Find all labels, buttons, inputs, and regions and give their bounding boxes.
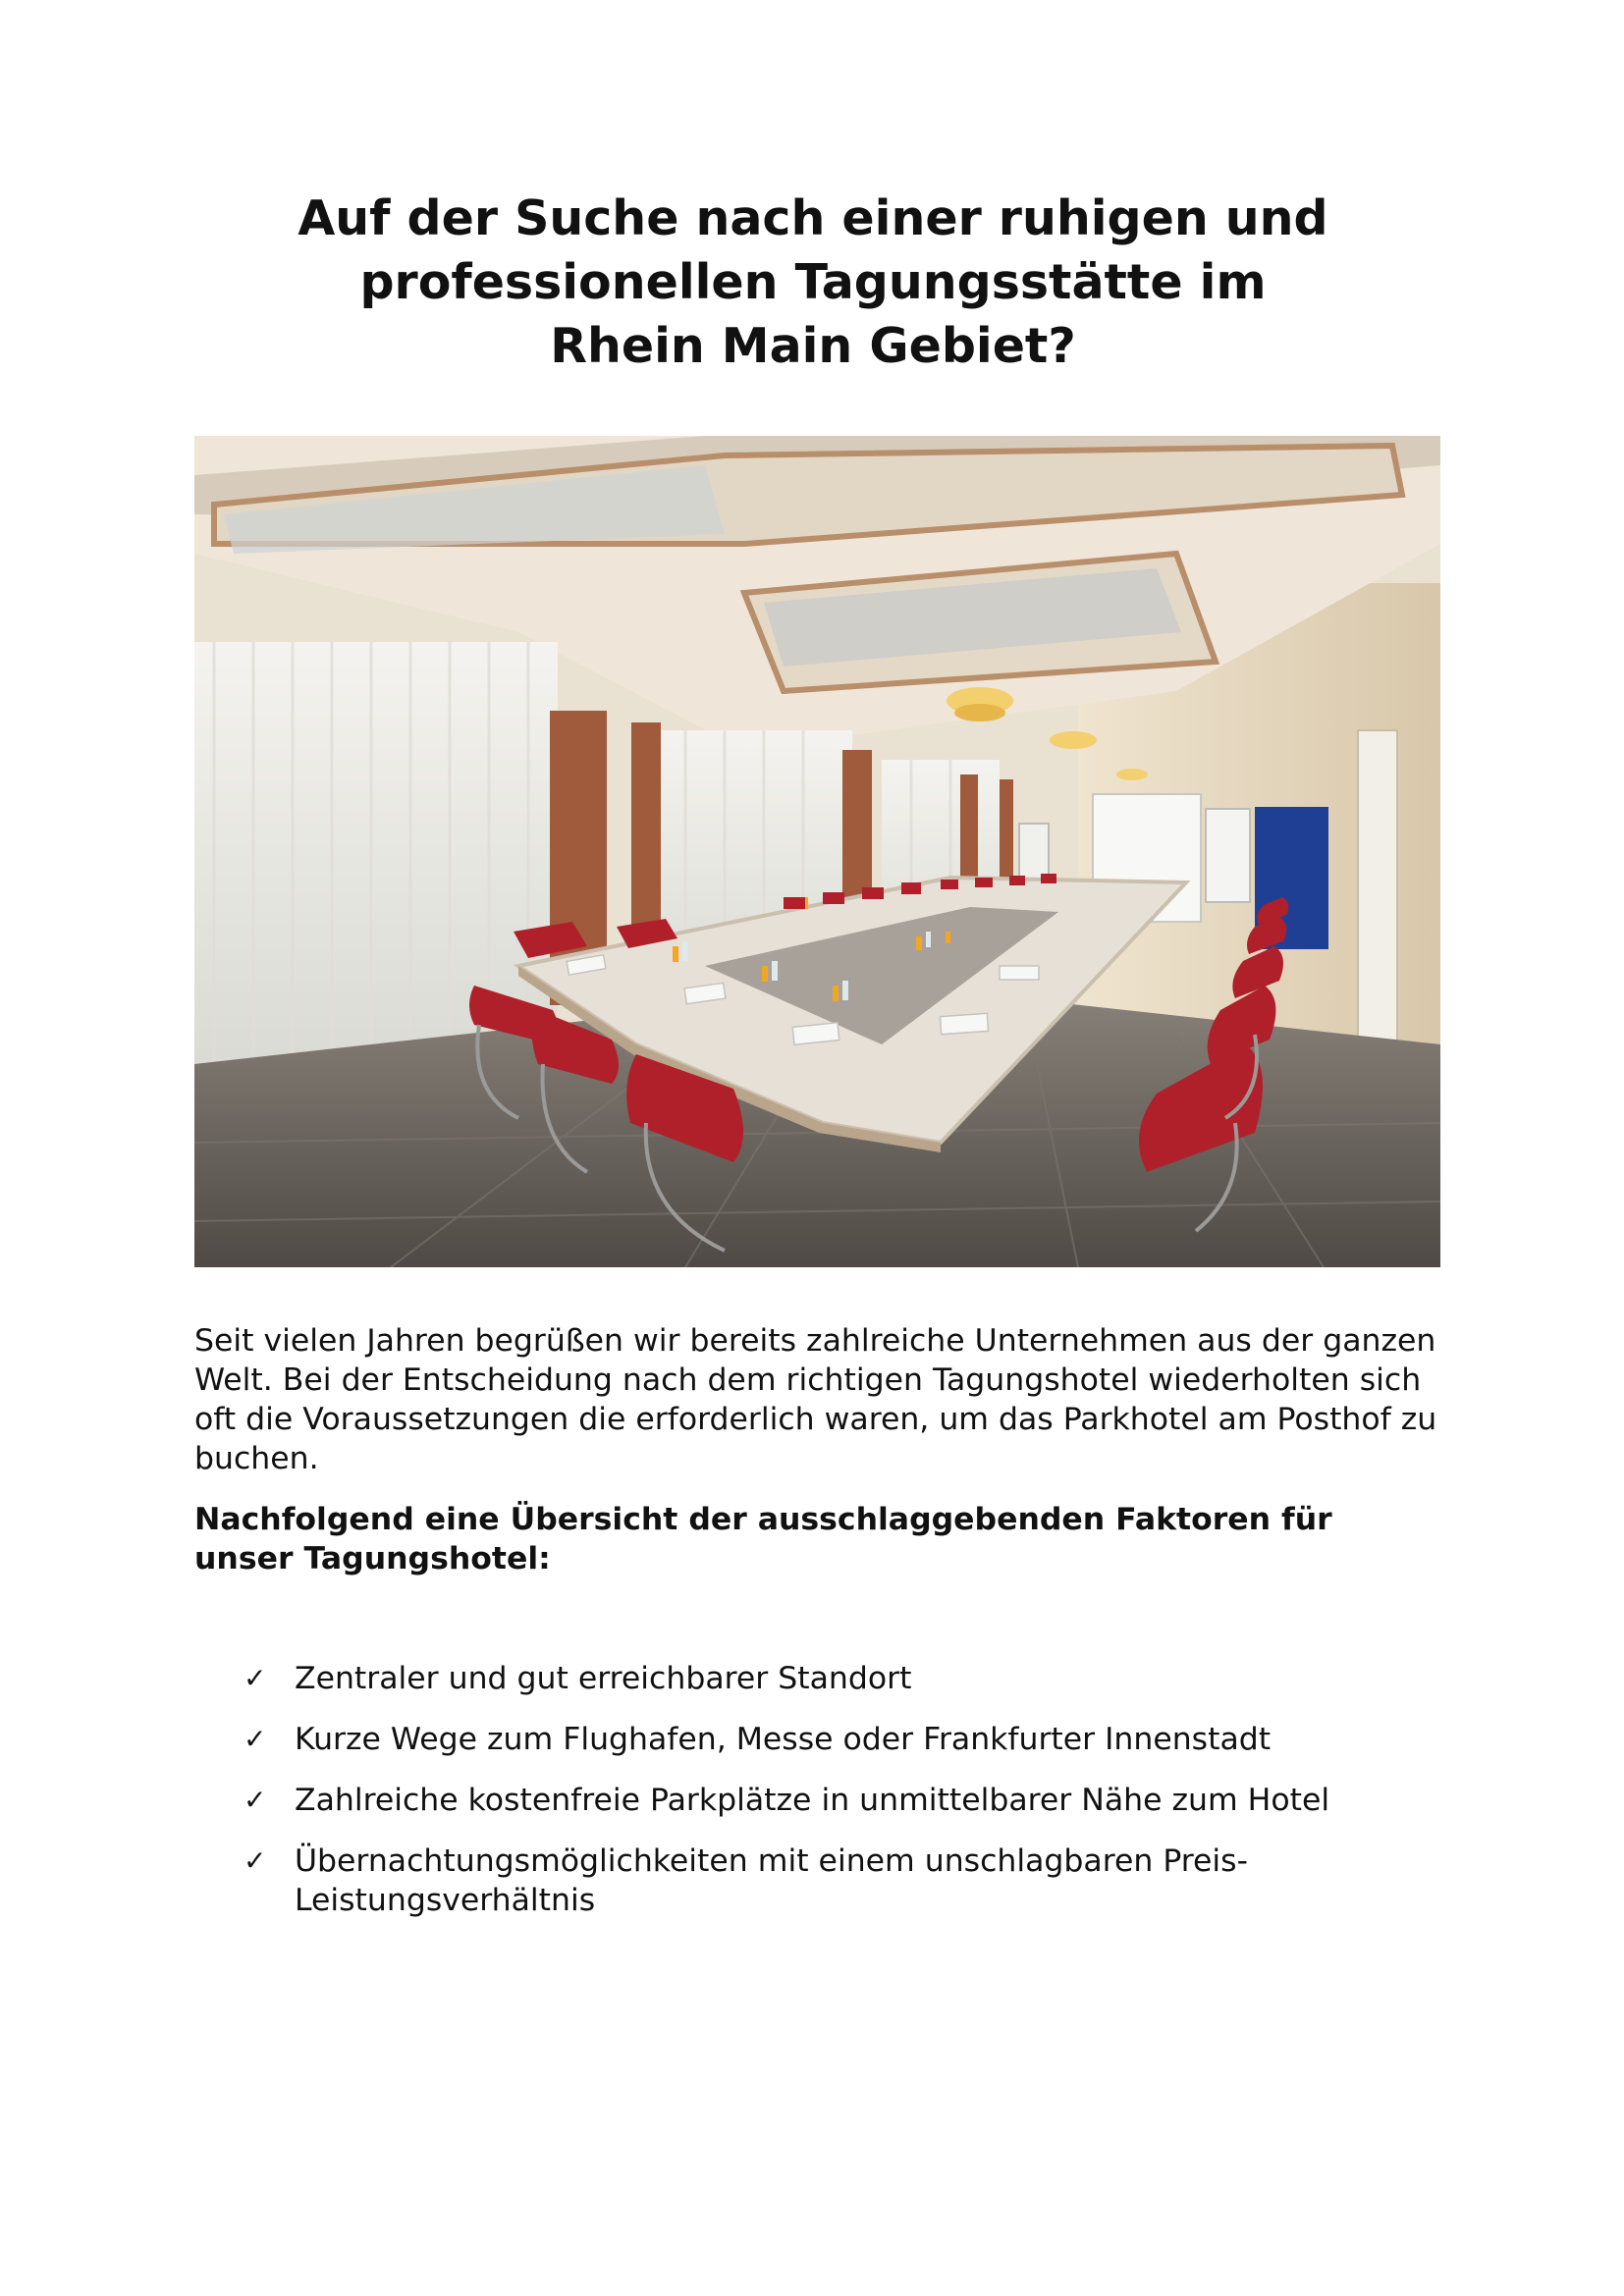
- factor-text: Kurze Wege zum Flughafen, Messe oder Frankfurter Innenstadt: [295, 1722, 1272, 1757]
- list-item: [244, 1842, 1422, 1920]
- title-line-2: professionellen Tagungsstätte im: [359, 254, 1267, 310]
- factor-text: Übernachtungsmöglichkeiten mit einem unschlagbaren Preis-Leistungsverhältnis: [295, 1843, 1248, 1918]
- page-title: [194, 187, 1432, 378]
- list-item: [244, 1781, 1422, 1820]
- factors-heading: Nachfolgend eine Übersicht der ausschlaggebenden Faktoren für unser Tagungshotel:: [194, 1502, 1332, 1576]
- factor-text: Zahlreiche kostenfreie Parkplätze in unmittelbarer Nähe zum Hotel: [295, 1783, 1330, 1818]
- intro-paragraph: Seit vielen Jahren begrüßen wir bereits zahlreiche Unternehmen aus der ganzen Welt. Bei der Entscheidung nach dem richtigen Tagungshotel wiederholten sich oft die Voraussetzungen die erforderlich waren, um das Parkhotel am Posthof zu buchen.: [194, 1323, 1437, 1476]
- title-line-3: Rhein Main Gebiet?: [550, 318, 1076, 374]
- factors-list: [244, 1659, 1422, 1942]
- list-item: [244, 1659, 1422, 1698]
- factor-text: Zentraler und gut erreichbarer Standort: [295, 1661, 912, 1696]
- check-icon: ✓: [244, 1662, 267, 1694]
- list-item: [244, 1720, 1422, 1759]
- check-icon: ✓: [244, 1723, 267, 1755]
- check-icon: ✓: [244, 1784, 267, 1816]
- conference-room-photo: [194, 436, 1440, 1267]
- title-line-1: Auf der Suche nach einer ruhigen und: [298, 190, 1328, 246]
- check-icon: ✓: [244, 1844, 267, 1877]
